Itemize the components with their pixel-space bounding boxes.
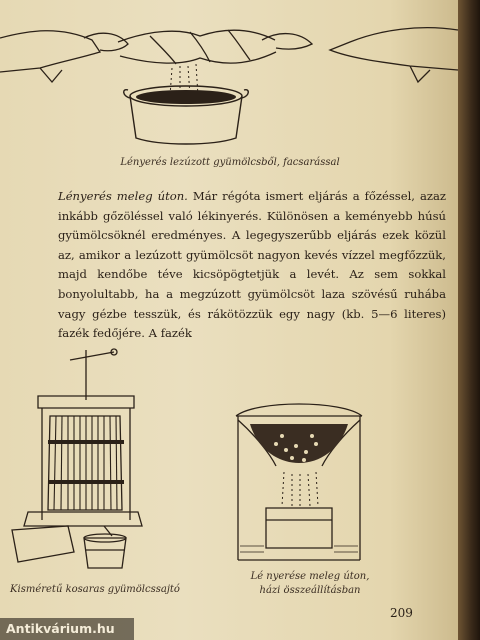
top-illustration-caption: Lényerés lezúzott gyümölcsből, facsarással [120,157,340,168]
page-number: 209 [390,606,413,620]
steam-extraction-caption-line2: házi összeállításban [259,585,361,596]
steam-extraction-caption-line1: Lé nyerése meleg úton, [250,571,370,582]
wringing-cloth-illustration [0,0,458,150]
book-spine-shadow [458,0,480,640]
fruit-press-caption: Kisméretű kosaras gyümölcssajtó [10,584,180,595]
body-paragraph [58,187,446,344]
paragraph-body: Már régóta ismert eljárás a főzéssel, azaz inkább gőzöléssel való lékinyerés. Különösen a keményebb húsú gyümölcsöknél eredményes. A legegyszerűbb eljárás ezek közül az, amikor a lezúzott gyümölcsöt nagyon kevés vízzel megfőzzük, majd kendőbe téve kicsöpögtetjük a levét. Az sem sokkal bonyolultabb, ha a megzúzott gyümölcsöt laza szövésű ruhába vagy gézbe tesszük, és rákötözzük egy nagy (kb. 5—6 literes) fazék fedőjére. A fazék [58,189,447,341]
watermark-logo: Antikvárium.hu [0,618,134,640]
fruit-press-illustration [8,340,158,572]
paragraph-lead: Lényerés meleg úton. [58,189,188,203]
steam-extraction-illustration [226,396,372,564]
